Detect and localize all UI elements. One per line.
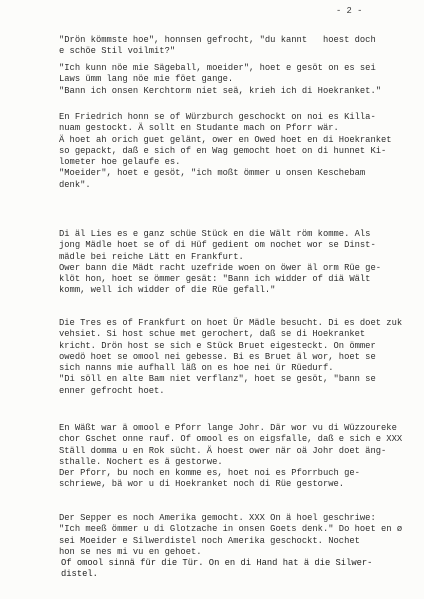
- text-line: Der Pforr, bu noch en komme es, hoet noi es Pforrbuch ge-: [59, 468, 360, 479]
- text-line: Die Tres es of Frankfurt on hoet Ür Mädle besucht. Di es doet zuk: [59, 318, 403, 328]
- text-line: "Ich kunn nöe mie Sägeball, moeider", hoet e gesöt on es sei: [59, 63, 376, 73]
- text-line: e schöe Stil voilmit?": [59, 46, 176, 57]
- text-line: "Di söll en alte Bam niet verflanz", hoet se gesöt, "bann se: [59, 374, 376, 385]
- text-line: "Drön kömmste hoe", honnsen gefrocht, "du kannt hoest doch: [59, 35, 376, 45]
- text-line: Ställ domma u en Rok sücht. Ä hoest ower när oä Johr doet äng-: [59, 445, 387, 456]
- text-line: enner gefrocht hoet.: [59, 385, 165, 396]
- text-line: schriewe, bä wor u di Hoekranket noch di Rüe gestorwe.: [59, 479, 345, 490]
- text-block: [59, 229, 381, 297]
- page-number: - 2 -: [336, 6, 363, 16]
- text-line: mädle bei reiche Lätt en Frankfurt.: [59, 251, 244, 262]
- text-line: denk".: [59, 179, 91, 190]
- text-line: sei Moeider e Silwerdistel noch Amerika geschockt. Nochet: [59, 535, 360, 546]
- text-line: jong Mädle hoet se of di Hüf gedient om nochet wor se Dinst-: [59, 240, 376, 251]
- text-line: owedö hoet se omool nei gebesse. Bi es Bruet äl wor, hoet se: [59, 351, 376, 362]
- text-line: En Wäßt war ä omool e Pforr lange Johr. Där wor vu di Wüzzoureke: [59, 423, 397, 433]
- text-line: kricht. Drön host se sich e Stück Bruet eigesteckt. On ömmer: [59, 340, 376, 351]
- text-block: [59, 318, 402, 397]
- text-block: [59, 513, 402, 558]
- text-line: En Friedrich honn se of Würzburch geschockt on noi es Killa-: [59, 112, 376, 122]
- text-line: so gepackt, daß e sich of en Wag gemocht hoet on di hunnet Ki-: [59, 145, 387, 156]
- text-line: "Bann ich onsen Kerchtorm niet seä, krieh ich di Hoekranket.": [59, 85, 382, 96]
- text-block: [59, 423, 402, 491]
- text-line: distel.: [61, 569, 98, 580]
- text-block: [59, 35, 376, 58]
- text-line: "Ich meeß ömmer u di Glotzache in onsen Goets denk." Do hoet en ø: [59, 524, 403, 535]
- text-block: [59, 63, 381, 97]
- text-line: Der Sepper es noch Amerika gemocht. XXX On ä hoel geschriwe:: [59, 513, 376, 523]
- text-line: chor Gschet onne rauf. Of omool es on eigsfalle, daß e sich e XXX: [59, 434, 403, 445]
- text-line: Of omool sinnä für die Tür. On en di Hand hat ä die Silwer-: [61, 558, 373, 568]
- text-line: Ä hoet ah orich guet gelänt, ower en Owed hoet en di Hoekranket: [59, 134, 392, 145]
- text-line: sich nanns mie aufhall läß on es hoe nei ür Rüedurf.: [59, 363, 334, 374]
- text-line: hon se nes mi vu en gehoet.: [59, 546, 202, 557]
- text-block: [61, 558, 372, 581]
- text-line: sthalle. Nochert es ä gestorwe.: [59, 456, 223, 467]
- text-line: komm, well ich widder of die Rüe gefall.": [59, 285, 276, 296]
- text-line: "Moeider", hoet e gesöt, "ich moßt ömmer u onsen Keschebam: [59, 168, 366, 179]
- text-line: vehsiet. Si host schue met gerochert, daß se di Hoekranket: [59, 329, 366, 340]
- text-line: Ower bann die Mädt racht uzefride woen on öwer äl orm Rüe ge-: [59, 262, 382, 273]
- text-line: klöt hon, hoet se ömmer gesät: "Bann ich widder of diä Wält: [59, 274, 371, 285]
- text-line: lometer hoe gelaufe es.: [59, 157, 181, 168]
- text-block: [59, 112, 392, 191]
- text-line: Laws ümm lang nöe mie föet gange.: [59, 74, 234, 85]
- text-line: nuam gestockt. Ä sollt en Studante mach on Pforr wär.: [59, 123, 339, 134]
- text-line: Di äl Lies es e ganz schüe Stück en die Wält röm komme. Als: [59, 229, 371, 239]
